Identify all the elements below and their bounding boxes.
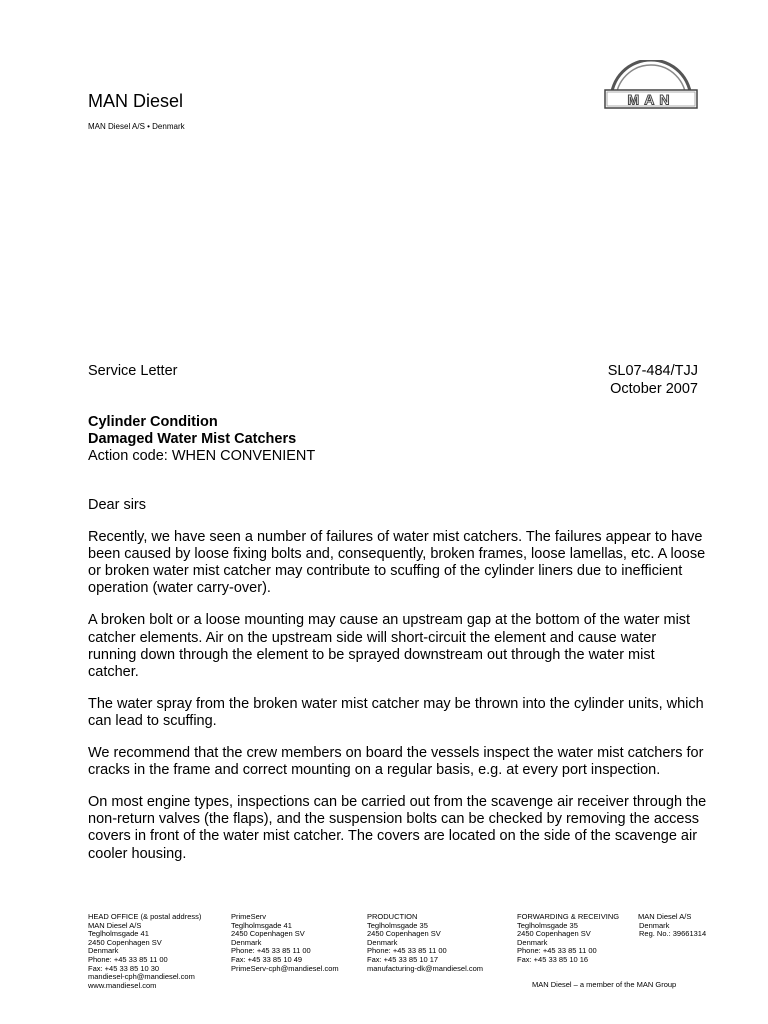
footer-heading: PRODUCTION — [367, 912, 418, 921]
footer-line: Teglholmsgade 35 — [517, 920, 578, 930]
footer-head-office — [88, 913, 201, 990]
subject-block — [88, 414, 315, 465]
action-code: Action code: WHEN CONVENIENT — [88, 448, 316, 464]
footer-line: Denmark — [231, 937, 262, 947]
footer-line: 2450 Copenhagen SV — [88, 937, 162, 947]
footer-line: Denmark — [367, 937, 398, 947]
footer-line: Phone: +45 33 85 11 00 — [88, 954, 168, 964]
footer-line: Teglholmsgade 41 — [231, 920, 292, 930]
greeting: Dear sirs — [88, 497, 147, 513]
footer-line: Teglholmsgade 35 — [367, 920, 428, 930]
footer-line: MAN Diesel A/S — [88, 920, 142, 930]
subject-title: Cylinder Condition — [88, 414, 218, 430]
letter-reference — [608, 362, 698, 398]
footer-website: www.mandiesel.com — [88, 980, 157, 990]
subject-subtitle: Damaged Water Mist Catchers — [88, 431, 297, 447]
footer-line: Fax: +45 33 85 10 30 — [88, 963, 160, 973]
footer-line: 2450 Copenhagen SV — [367, 929, 441, 939]
footer-primeserv — [231, 913, 339, 973]
footer-line: Phone: +45 33 85 11 00 — [231, 946, 311, 956]
footer-line: PrimeServ-cph@mandiesel.com — [231, 963, 339, 973]
footer-line: Denmark — [517, 937, 548, 947]
footer-line: Phone: +45 33 85 11 00 — [517, 946, 597, 956]
letter-date: October 2007 — [610, 381, 698, 397]
company-subtitle: MAN Diesel A/S • Denmark — [88, 122, 185, 131]
body-paragraph: Recently, we have seen a number of failures of water mist catchers. The failures appear to have been caused by loose fixing bolts and, consequently, broken frames, loose lamellas, etc. A loose or broken water mist catcher may contribute to scuffing of the cylinder liners due to inefficient operation (water carry-over). — [88, 529, 706, 597]
footer-line: Fax: +45 33 85 10 49 — [231, 954, 303, 964]
body-paragraph: On most engine types, inspections can be carried out from the scavenge air receiver through the non-return valves (the flaps), and the suspension bolts can be checked by removing the access covers in front of the water mist catcher. The covers are located on the side of the scavenge air cooler housing. — [88, 794, 707, 862]
company-name: MAN Diesel — [88, 91, 184, 111]
footer-forwarding — [517, 913, 619, 965]
letter-type: Service Letter — [88, 363, 178, 379]
footer-registration — [638, 913, 706, 939]
footer-line: manufacturing-dk@mandiesel.com — [367, 963, 483, 973]
registration-number: Reg. No.: 39661314 — [639, 929, 707, 939]
footer-heading: HEAD OFFICE (& postal address) — [88, 912, 202, 921]
footer-line: Phone: +45 33 85 11 00 — [367, 946, 447, 956]
footer-line: Teglholmsgade 41 — [88, 929, 149, 939]
footer-heading: PrimeServ — [231, 912, 267, 921]
reference-number: SL07-484/TJJ — [607, 363, 698, 379]
body-paragraph: The water spray from the broken water mist catcher may be thrown into the cylinder units, which can lead to scuffing. — [88, 695, 704, 729]
footer-line: Fax: +45 33 85 10 17 — [367, 954, 439, 964]
footer-line: mandiesel-cph@mandiesel.com — [88, 972, 195, 982]
footer-line: Denmark — [639, 920, 670, 930]
body-paragraph: A broken bolt or a loose mounting may cause an upstream gap at the bottom of the water mist catcher elements. Air on the upstream side will short-circuit the element and cause water running down through the element to be sprayed downstream out through the water mist catcher. — [88, 612, 691, 680]
man-logo — [603, 60, 699, 112]
letter-body — [88, 497, 708, 878]
body-paragraph: We recommend that the crew members on board the vessels inspect the water mist catchers for cracks in the frame and correct mounting on a regular basis, e.g. at every port inspection. — [88, 745, 704, 779]
footer-tagline: MAN Diesel – a member of the MAN Group — [532, 980, 677, 989]
footer-line: 2450 Copenhagen SV — [517, 929, 591, 939]
footer-line: Denmark — [88, 946, 119, 956]
svg-text:MAN: MAN — [627, 91, 675, 108]
footer-heading: FORWARDING & RECEIVING — [517, 912, 620, 921]
footer-line: 2450 Copenhagen SV — [231, 929, 305, 939]
footer-line: MAN Diesel A/S — [638, 912, 692, 921]
footer-production — [367, 913, 483, 973]
footer-line: Fax: +45 33 85 10 16 — [517, 954, 589, 964]
